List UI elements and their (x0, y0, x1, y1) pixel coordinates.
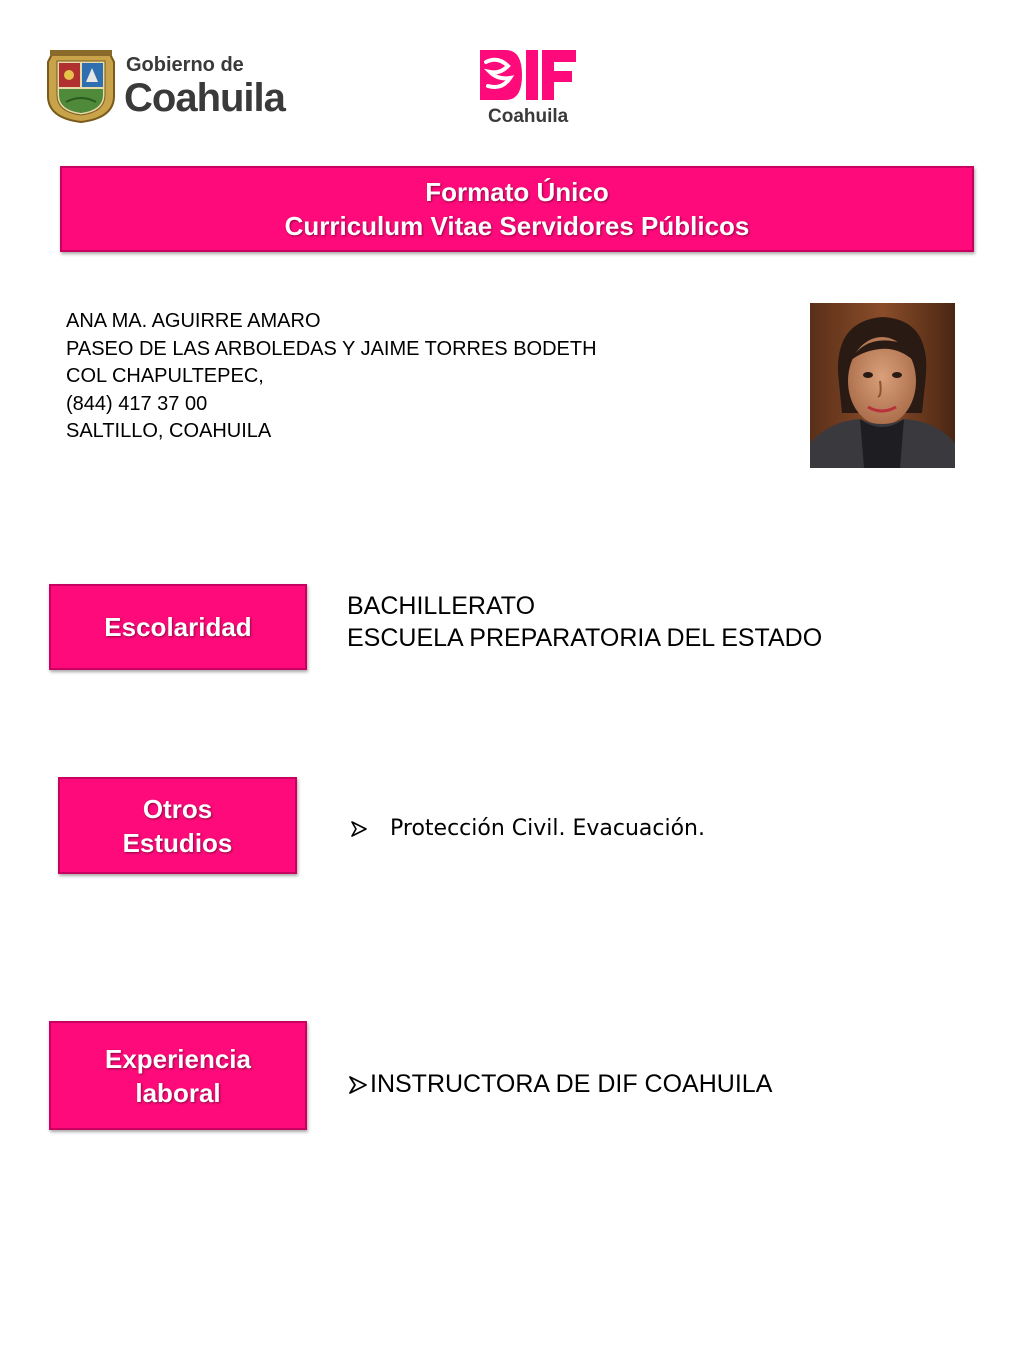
escolaridad-label: Escolaridad (104, 611, 252, 642)
form-title-banner (60, 166, 974, 252)
contact-name: ANA MA. AGUIRRE AMARO (66, 310, 321, 332)
otros-estudios-item: Protección Civil. Evacuación. (390, 816, 705, 841)
experiencia-label-line1: Experiencia (105, 1043, 251, 1074)
contact-city: SALTILLO, COAHUILA (66, 420, 272, 442)
experiencia-label-line2: laboral (135, 1077, 221, 1108)
list-item (350, 816, 705, 841)
escolaridad-level: BACHILLERATO (347, 592, 536, 620)
gobierno-text: Gobierno de (126, 54, 244, 76)
escolaridad-content (347, 590, 822, 654)
experiencia-item: INSTRUCTORA DE DIF COAHUILA (370, 1070, 773, 1098)
otros-estudios-label-box (58, 777, 297, 874)
form-subtitle: Curriculum Vitae Servidores Públicos (284, 211, 750, 241)
otros-estudios-label-line1: Otros (142, 793, 213, 824)
list-item (348, 1070, 772, 1099)
contact-street: PASEO DE LAS ARBOLEDAS Y JAIME TORRES BODETH (66, 337, 597, 360)
arrowhead-bullet-icon (350, 820, 368, 838)
dif-hands-icon (476, 44, 580, 106)
escolaridad-school: ESCUELA PREPARATORIA DEL ESTADO (347, 624, 823, 652)
otros-estudios-label-line2: Estudios (122, 827, 233, 858)
contact-phone: (844) 417 37 00 (66, 392, 208, 415)
dif-coahuila-text: Coahuila (488, 106, 569, 127)
portrait-photo (810, 303, 955, 468)
dif-coahuila-logo (476, 44, 586, 130)
contact-colonia: COL CHAPULTEPEC, (66, 365, 264, 387)
coat-of-arms-icon (44, 48, 118, 124)
contact-info (66, 308, 597, 446)
escolaridad-label-box (49, 584, 307, 670)
gobierno-coahuila-logo (44, 46, 304, 126)
coahuila-text: Coahuila (124, 76, 285, 120)
experiencia-label-box (49, 1021, 307, 1130)
arrowhead-bullet-icon (348, 1075, 368, 1095)
form-title: Formato Único (425, 177, 609, 207)
